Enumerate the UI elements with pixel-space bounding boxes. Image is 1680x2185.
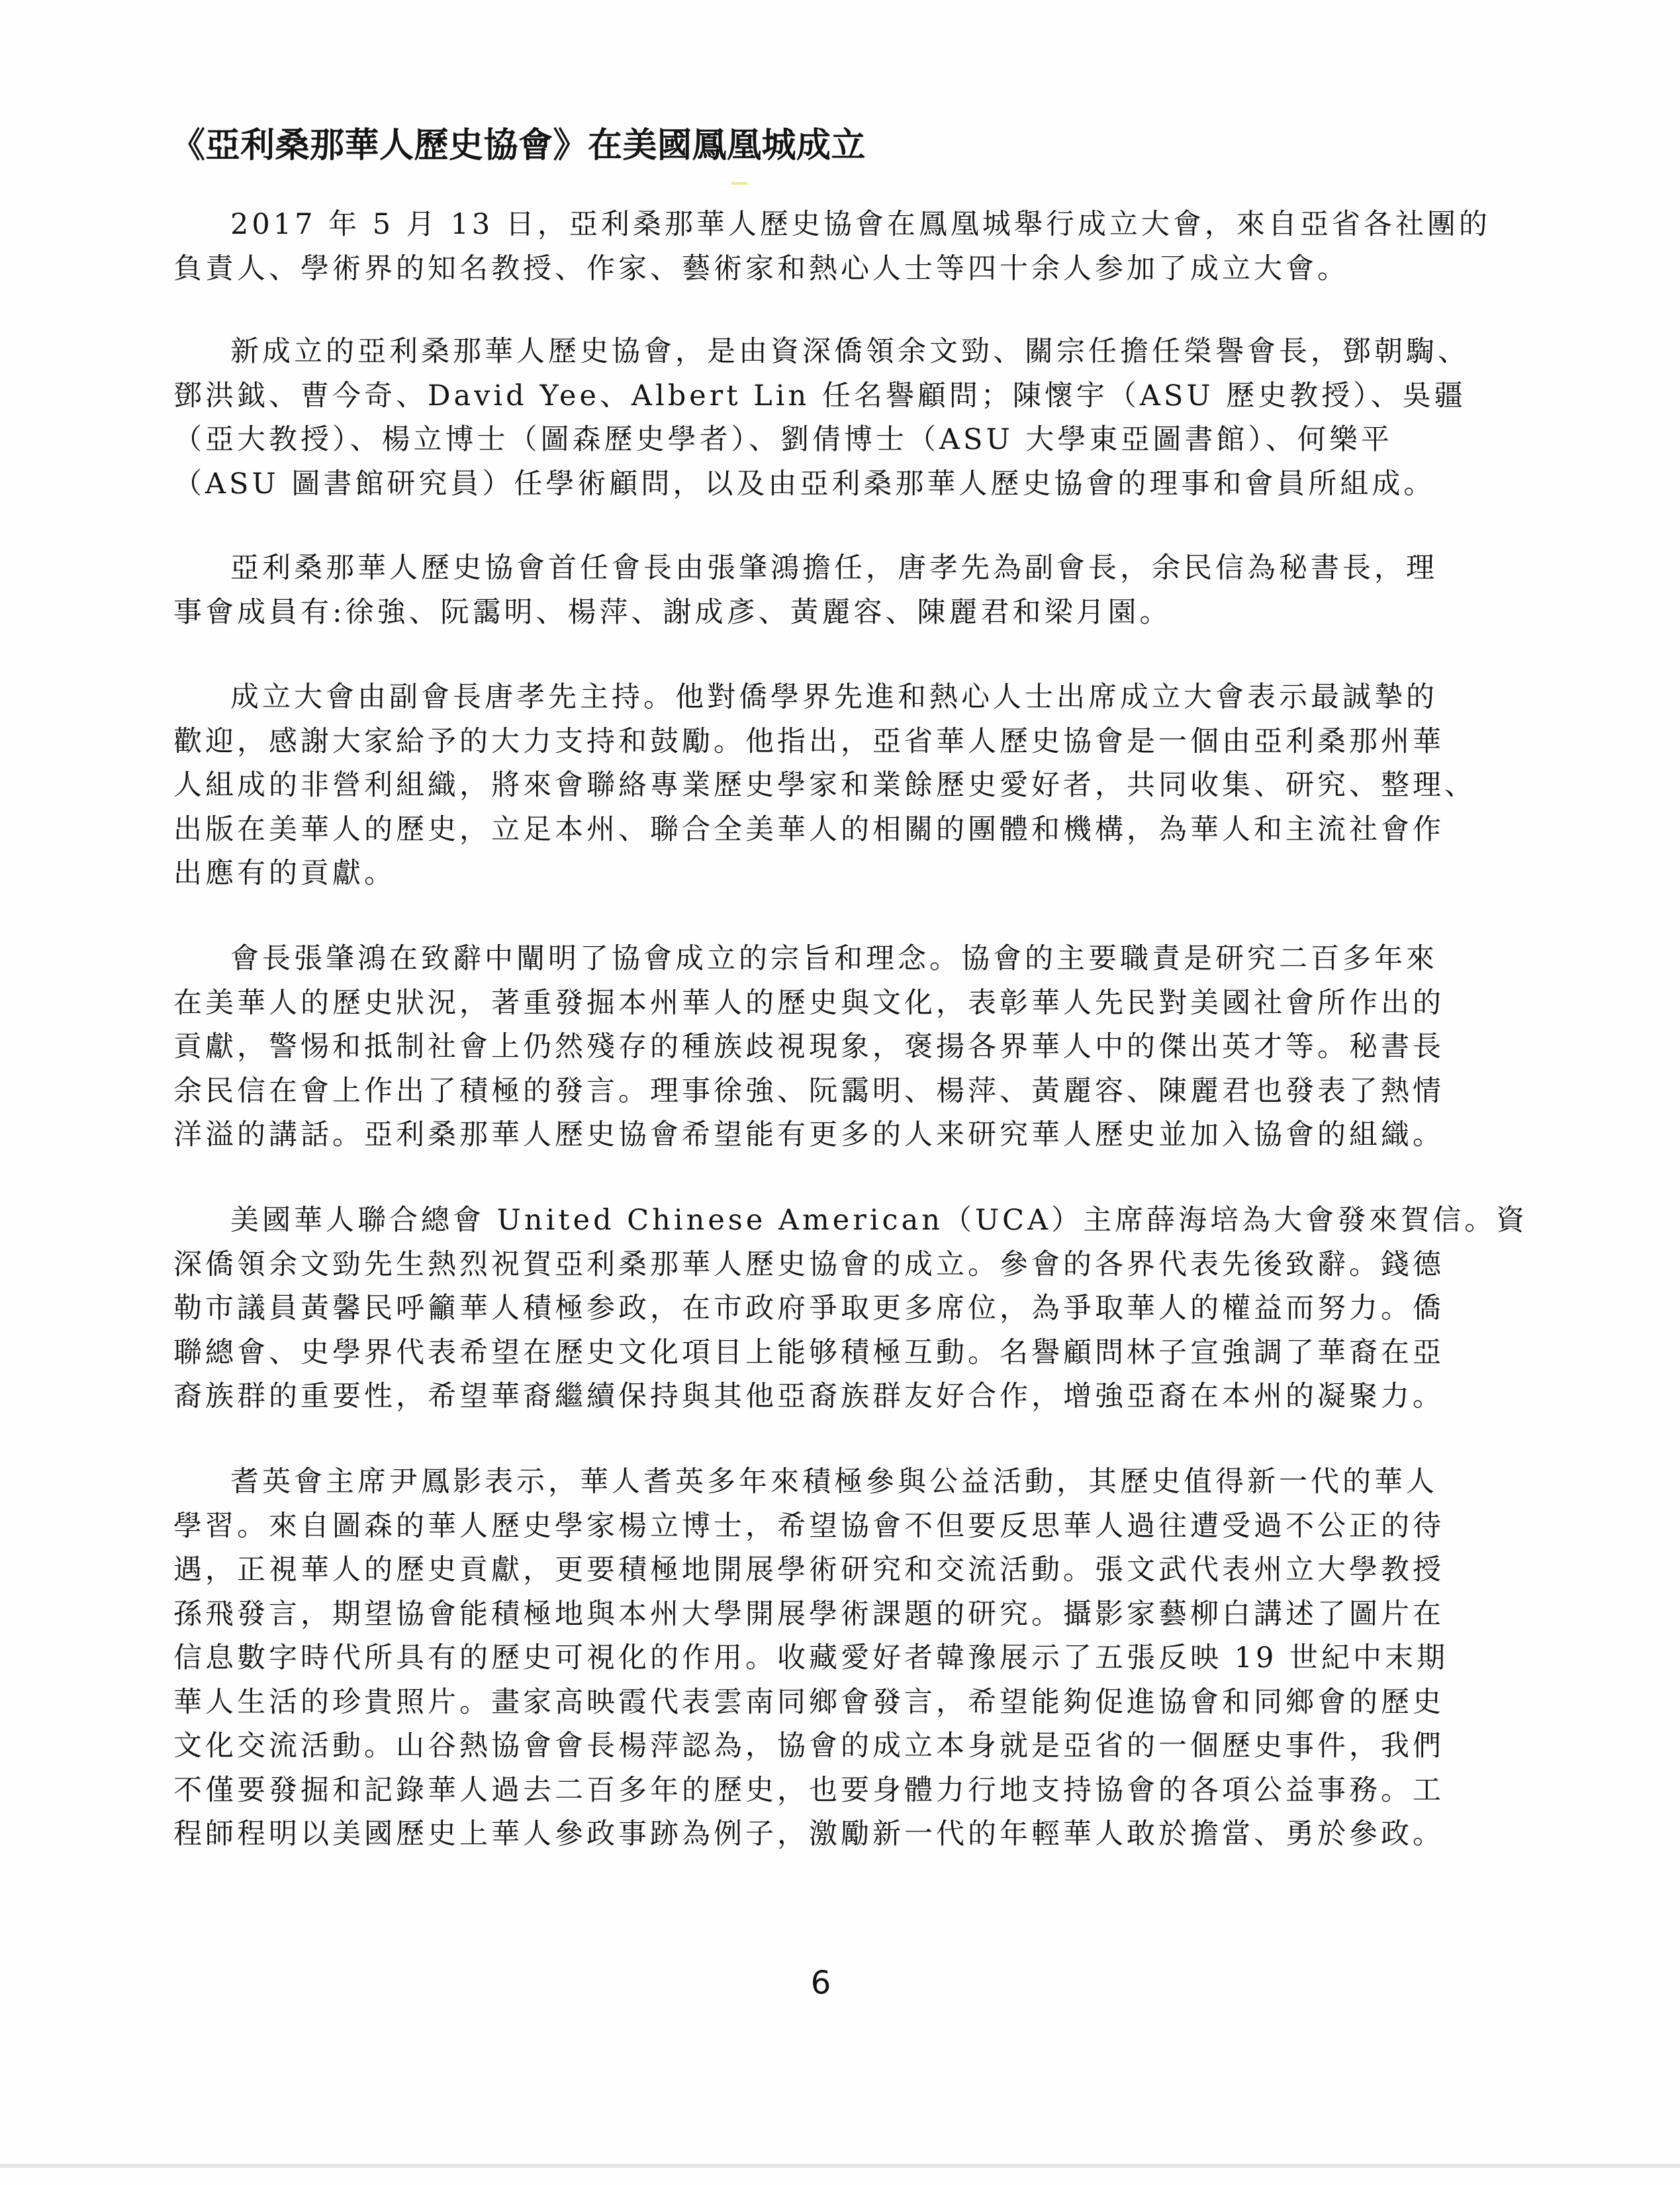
paragraph-line: 出版在美華人的歷史，立足本州、聯合全美華人的相關的團體和機構，為華人和主流社會作 — [173, 812, 1444, 846]
paragraph-line: 學習。來自圖森的華人歷史學家楊立博士，希望協會不但要反思華人過往遭受過不公正的待 — [173, 1509, 1444, 1543]
paragraph-line: 出應有的貢獻。 — [173, 857, 396, 890]
paragraph-line: 程師程明以美國歷史上華人參政事跡為例子，激勵新一代的年輕華人敢於擔當、勇於參政。 — [173, 1818, 1444, 1851]
paragraph-line: 華人生活的珍貴照片。畫家高映霞代表雲南同鄉會發言，希望能夠促進協會和同鄉會的歷史 — [173, 1685, 1444, 1719]
paragraph-line: 亞利桑那華人歷史協會首任會長由張肇鴻擔任，唐孝先為副會長，余民信為秘書長，理 — [230, 552, 1438, 585]
paragraph-line: 鄧洪鉞、曹今奇、David Yee、Albert Lin 任名譽顧問；陳懷宇（ASU 歷史教授）、吳疆 — [173, 379, 1466, 413]
paragraph-line: 貢獻，警惕和抵制社會上仍然殘存的種族歧視現象，褒揚各界華人中的傑出英才等。秘書長 — [173, 1030, 1444, 1063]
paragraph-line: 事會成員有:徐強、阮靄明、楊萍、謝成彥、黃麗容、陳麗君和梁月園。 — [173, 595, 1172, 629]
paragraph-line: 洋溢的講話。亞利桑那華人歷史協會希望能有更多的人来研究華人歷史並加入協會的組織。 — [173, 1118, 1444, 1151]
paragraph-line: 信息數字時代所具有的歷史可視化的作用。收藏愛好者韓豫展示了五張反映 19 世紀中末期 — [173, 1641, 1449, 1675]
paragraph-meeting-host — [173, 675, 1504, 896]
paragraph-line: 不僅要發掘和記錄華人過去二百多年的歷史，也要身體力行地支持協會的各項公益事務。工 — [173, 1773, 1444, 1807]
paragraph-line: 會長張肇鴻在致辭中闡明了協會成立的宗旨和理念。協會的主要職責是研究二百多年來 — [230, 942, 1438, 975]
paragraph-line: 負責人、學術界的知名教授、作家、藝術家和熱心人士等四十余人参加了成立大會。 — [173, 252, 1349, 285]
article-title: 《亞利桑那華人歷史協會》在美國鳳凰城成立 — [171, 126, 866, 166]
paragraph-line: 人組成的非營利組織，將來會聯絡專業歷史學家和業餘歷史愛好者，共同收集、研究、整理、 — [173, 769, 1476, 802]
paragraph-president-speech — [173, 937, 1504, 1157]
paragraph-congratulations — [173, 1198, 1528, 1419]
scan-edge — [0, 2164, 1680, 2168]
paragraph-line: 成立大會由副會長唐孝先主持。他對僑學界先進和熱心人士出席成立大會表示最誠摯的 — [230, 681, 1438, 714]
paragraph-officers — [173, 546, 1504, 634]
paragraph-line: （亞大教授）、楊立博士（圖森歷史學者）、劉倩博士（ASU 大學東亞圖書館）、何樂平 — [173, 423, 1393, 456]
paragraph-line: 歡迎，感謝大家給予的大力支持和鼓勵。他指出，亞省華人歷史協會是一個由亞利桑那州華 — [173, 724, 1444, 758]
paragraph-line: 深僑領余文勁先生熱烈祝賀亞利桑那華人歷史協會的成立。參會的各界代表先後致辭。錢德 — [173, 1247, 1444, 1281]
page-number: 6 — [810, 1965, 831, 2002]
paragraph-line: 余民信在會上作出了積極的發言。理事徐強、阮靄明、楊萍、黃麗容、陳麗君也發表了熱情 — [173, 1074, 1444, 1108]
paragraph-line: 裔族群的重要性，希望華裔繼續保持與其他亞裔族群友好合作，增強亞裔在本州的凝聚力。 — [173, 1380, 1444, 1413]
paragraph-line: 美國華人聯合總會 United Chinese American（UCA）主席薛海培為大會發來賀信。資 — [230, 1204, 1528, 1237]
paragraph-line: 勒市議員黃馨民呼籲華人積極参政，在市政府爭取更多席位，為爭取華人的權益而努力。僑 — [173, 1292, 1444, 1325]
paragraph-line: 在美華人的歷史狀況，著重發掘本州華人的歷史與文化，表彰華人先民對美國社會所作出的 — [173, 986, 1444, 1020]
paragraph-founding-date — [173, 203, 1504, 291]
paragraph-line: 聯總會、史學界代表希望在歷史文化項目上能够積極互動。名譽顧問林子宣強調了華裔在亞 — [173, 1335, 1444, 1369]
paragraph-line: 新成立的亞利桑那華人歷史協會，是由資深僑領余文勁、關宗任擔任榮譽會長，鄧朝騊、 — [230, 335, 1470, 368]
highlight-mark — [731, 182, 747, 185]
paragraph-line: （ASU 圖書館研究員）任學術顧問，以及由亞利桑那華人歷史協會的理事和會員所組成。 — [173, 467, 1436, 501]
paragraph-line: 遇，正視華人的歷史貢獻，更要積極地開展學術研究和交流活動。張文武代表州立大學教授 — [173, 1553, 1444, 1586]
paragraph-advisors — [173, 330, 1504, 506]
paragraph-community-speeches — [173, 1460, 1504, 1857]
paragraph-line: 耆英會主席尹鳳影表示，華人耆英多年來積極參與公益活動，其歷史值得新一代的華人 — [230, 1465, 1438, 1498]
paragraph-line: 2017 年 5 月 13 日，亞利桑那華人歷史協會在鳳凰城舉行成立大會，來自亞省各社團的 — [230, 208, 1491, 241]
paragraph-line: 孫飛發言，期望協會能積極地與本州大學開展學術課題的研究。攝影家藝柳白講述了圖片在 — [173, 1597, 1444, 1631]
paragraph-line: 文化交流活動。山谷熱協會會長楊萍認為，協會的成立本身就是亞省的一個歷史事件，我們 — [173, 1729, 1444, 1763]
